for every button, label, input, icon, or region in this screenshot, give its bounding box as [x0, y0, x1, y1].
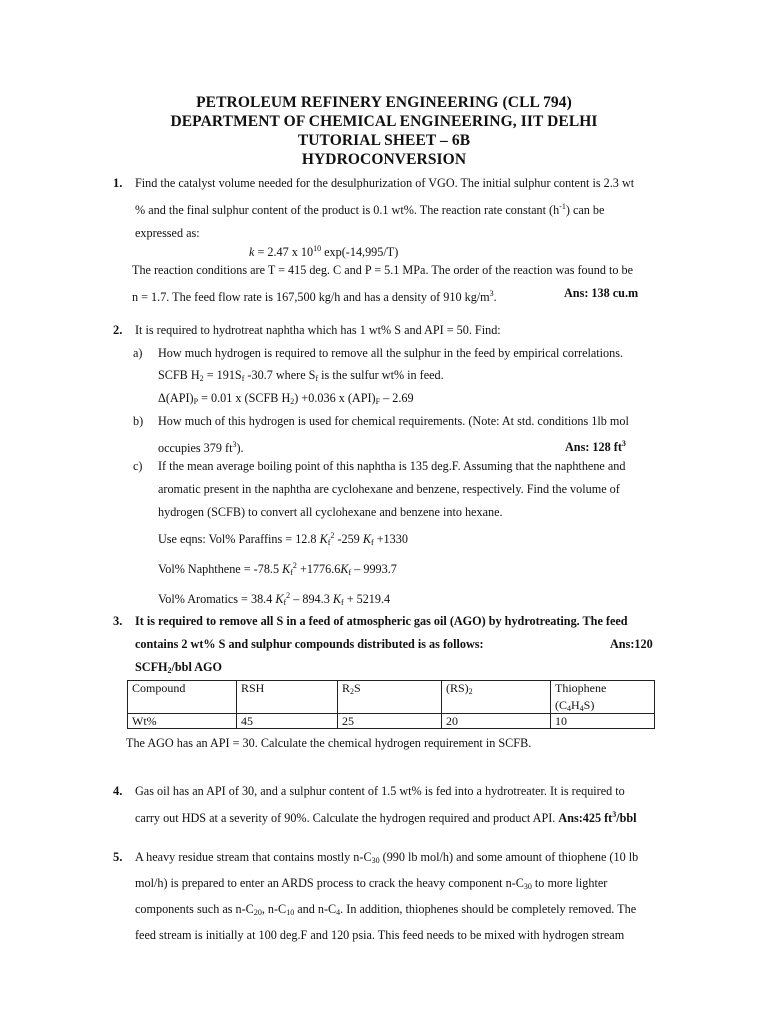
- q3-line-3: $SCFH_2$/bbl AGO: [135, 660, 222, 675]
- document-header: [0, 93, 768, 169]
- table-cell: 10: [551, 714, 655, 729]
- q1-line-1: Find the catalyst volume needed for the desulphurization of VGO. The initial sulphur content is 2.3 wt: [135, 176, 635, 190]
- q3-answer: Ans:120: [610, 637, 653, 651]
- question-1: [135, 172, 655, 245]
- q3-line-1: It is required to remove all S in a feed of atmospheric gas oil (AGO) by hydrotreating. The feed: [135, 614, 628, 628]
- table-cell: Thiophene $(C_4H_4S)$: [551, 681, 655, 714]
- course-title: PETROLEUM REFINERY ENGINEERING (CLL 794): [196, 94, 572, 111]
- q5-line-4: feed stream is initially at 100 deg.F and 120 psia. This feed needs to be mixed with hydrogen stream: [135, 928, 625, 942]
- table-cell: $(RS)_2$: [442, 681, 551, 714]
- q4-answer: Ans:425 $ft^3$/bbl: [558, 810, 637, 825]
- q2-b-text: How much of this hydrogen is used for chemical requirements. (Note: At std. conditions 1lb mol: [158, 414, 629, 428]
- topic-title: HYDROCONVERSION: [301, 151, 467, 168]
- table-cell: RSH: [237, 681, 338, 714]
- q2-scfb-equation: SCFB $H_2 = 191S_f$ -30.7 where $S_f$ is the sulfur wt% in feed.: [158, 368, 444, 383]
- sulphur-compounds-table: [127, 680, 655, 729]
- q3-line-2: contains 2 wt% S and sulphur compounds distributed is as follows:: [135, 637, 484, 651]
- q2-a-label: a): [133, 346, 143, 360]
- q1-line-2: % and the final sulphur content of the product is 0.1 wt%. The reaction rate constant $(h^{-1})$ can be: [135, 202, 605, 217]
- q4-line-1: Gas oil has an API of 30, and a sulphur content of 1.5 wt% is fed into a hydrotreater. It is required to: [135, 784, 625, 798]
- q1-line-3: expressed as:: [135, 226, 200, 240]
- question-4-number: 4.: [113, 784, 123, 798]
- table-cell: Compound: [128, 681, 237, 714]
- q3-after-table: The AGO has an API = 30. Calculate the chemical hydrogen requirement in SCFB.: [126, 736, 532, 750]
- question-4: [135, 780, 660, 830]
- q2-paraffins-equation: Use eqns: Vol% Paraffins = 12.8 $K_f^2$ -259 $K_f +1330$: [158, 531, 408, 547]
- q5-line-1: A heavy residue stream that contains mostly $n-C_{30}$ (990 lb mol/h) and some amount of thiophene (10 lb: [135, 850, 639, 865]
- question-3-number: 3.: [113, 614, 123, 628]
- q2-b-answer: Ans: 128 $ft^3$: [565, 439, 626, 454]
- question-5-number: 5.: [113, 850, 123, 864]
- q2-c-line-3: hydrogen (SCFB) to convert all cyclohexane and benzene into hexane.: [158, 505, 503, 519]
- table-row: [128, 714, 655, 729]
- question-1-number: 1.: [113, 176, 123, 190]
- q2-naphthene-equation: Vol% Naphthene = -78.5 $K_f^2 +1776.6K_f - 9993.7$: [158, 561, 397, 577]
- table-cell: 45: [237, 714, 338, 729]
- q2-b-text-2: occupies 379 $ft^3$).: [158, 440, 244, 455]
- question-5: [135, 846, 660, 947]
- q2-c-label: c): [133, 459, 143, 473]
- q2-c-line-1: If the mean average boiling point of this naphtha is 135 deg.F. Assuming that the naphthene and: [158, 459, 626, 473]
- table-cell: Wt%: [128, 714, 237, 729]
- q2-intro: It is required to hydrotreat naphtha which has 1 wt% S and API = 50. Find:: [135, 323, 501, 337]
- q2-aromatics-equation: Vol% Aromatics = 38.4 $K_f^2 - 894.3$ $K_f + 5219.4$: [158, 591, 391, 607]
- q2-b-label: b): [133, 414, 144, 428]
- q2-c-text: [158, 455, 655, 614]
- question-2-number: 2.: [113, 323, 123, 337]
- table-cell: 20: [442, 714, 551, 729]
- question-3: [135, 610, 660, 682]
- q2-dapi-equation: $\Delta(API)_P = 0.01$ x (SCFB $H_2) +0.036$ x $(API)_F - 2.69$: [158, 391, 414, 406]
- q2-a-text: How much hydrogen is required to remove all the sulphur in the feed by empirical correlations.: [158, 346, 624, 360]
- table-cell: 25: [338, 714, 442, 729]
- q1-line-6: n = 1.7. The feed flow rate is 167,500 kg/h and has a density of 910 $kg/m^3$.: [132, 289, 497, 304]
- department-title: DEPARTMENT OF CHEMICAL ENGINEERING, IIT DELHI: [170, 113, 598, 130]
- table-header-row: [128, 681, 655, 714]
- q5-line-3: components such as $n-C_{20}$, $n-C_{10}$ and $n-C_4$. In addition, thiophenes should be completely removed. The: [135, 902, 637, 917]
- q1-rate-equation: k = 2.47 x $10^{10}$ exp(-14,995/T): [249, 244, 399, 259]
- q5-line-2: mol/h) is prepared to enter an ARDS process to crack the heavy component $n-C_{30}$ to more lighter: [135, 876, 608, 891]
- sheet-title: TUTORIAL SHEET – 6B: [297, 132, 471, 149]
- q2-c-line-2: aromatic present in the naphtha are cyclohexane and benzene, respectively. Find the volume of: [158, 482, 620, 496]
- q1-answer: Ans: 138 cu.m: [564, 286, 639, 300]
- table-cell: $R_2S$: [338, 681, 442, 714]
- q1-line-5: The reaction conditions are T = 415 deg. C and P = 5.1 MPa. The order of the reaction was found to be: [132, 263, 634, 277]
- q4-line-2: carry out HDS at a severity of 90%. Calculate the hydrogen required and product API. Ans:425 $ft^3$/bbl: [135, 810, 637, 825]
